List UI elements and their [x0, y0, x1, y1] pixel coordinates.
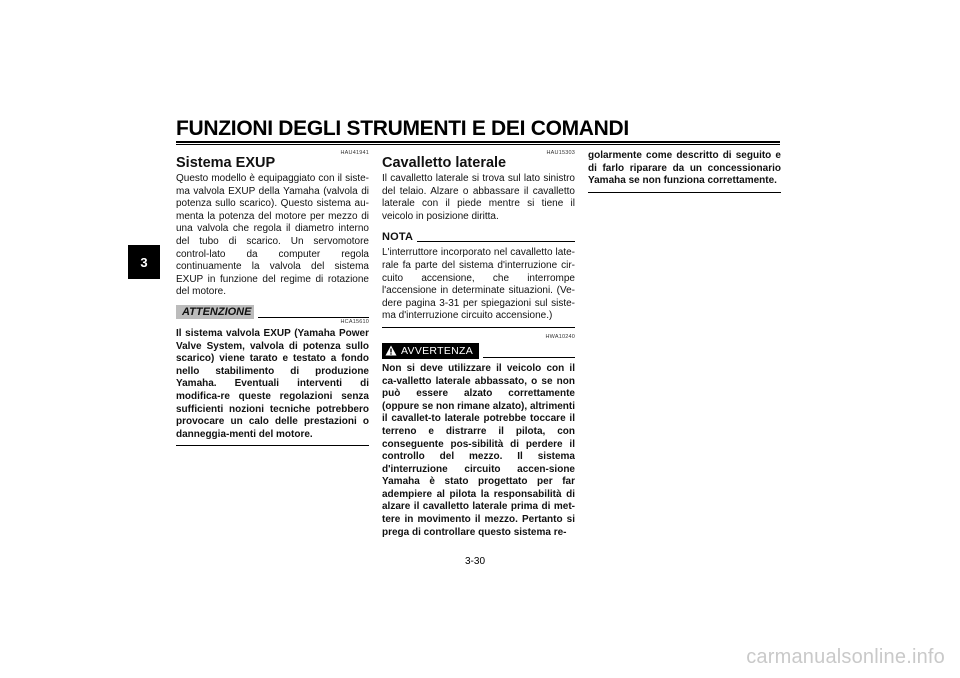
- warning-end-rule: [588, 192, 781, 193]
- section-title-sidestand: Cavalletto laterale: [382, 155, 507, 171]
- page-header-title: FUNZIONI DEGLI STRUMENTI E DEI COMANDI: [176, 117, 629, 140]
- chapter-tab: 3: [128, 245, 160, 279]
- note-text: L'interruttore incorporato nel cavalletto late-rale fa parte del sistema d'interruzione cir-cuito accensione, che interrompe l'accensione in determinate situazioni. (Ve-dere pagina 3-31 per spiegazioni sul siste-ma d'interruzione circuito accensione.): [382, 247, 575, 322]
- note-end-rule: [382, 327, 575, 328]
- section-code: HAU15303: [546, 150, 575, 156]
- section-code: HAU41941: [340, 150, 369, 156]
- note-header: [382, 231, 575, 243]
- page-number: 3-30: [465, 556, 486, 567]
- column-warning-continued: [588, 150, 781, 193]
- exup-body: Questo modello è equipaggiato con il siste-ma valvola EXUP della Yamaha (valvola di potenza sullo scarico). Questo sistema au-menta la potenza del motore per mezzo di una valvola che regola il diametro interno del tubo di scarico. Un servomotore control-lato da computer regola continuamente la valvola del sistema EXUP in funzione del regime di rotazione del motore.: [176, 173, 369, 298]
- header-rule: [176, 141, 780, 145]
- section-title-exup: Sistema EXUP: [176, 155, 276, 171]
- caution-header: [176, 305, 369, 319]
- sidestand-body: Il cavalletto laterale si trova sul lato sinistro del telaio. Alzare o abbassare il cavalletto laterale con il piede mentre si tiene il veicolo in posizione diritta.: [382, 173, 575, 222]
- warning-rule: [483, 357, 575, 358]
- warning-code: HWA10240: [545, 333, 575, 340]
- warning-triangle-icon: [385, 345, 397, 356]
- warning-text-continued: golarmente come descritto di seguito e di farlo riparare da un concessionario Yamaha se non funziona correttamente.: [588, 150, 781, 187]
- column-sidestand: [382, 150, 575, 539]
- note-rule: [417, 241, 575, 242]
- column-exup: [176, 150, 369, 446]
- caution-label: ATTENZIONE: [176, 305, 254, 319]
- note-label: NOTA: [382, 231, 414, 244]
- warning-badge: [382, 343, 479, 359]
- caution-code: HCA15610: [340, 318, 369, 325]
- watermark: carmanualsonline.info: [746, 646, 945, 668]
- caution-end-rule: [176, 445, 369, 446]
- warning-label: AVVERTENZA: [401, 344, 474, 357]
- warning-text: Non si deve utilizzare il veicolo con il ca-valletto laterale abbassato, o se non può essere alzato correttamente (oppure se non rimane alzato), altrimenti il cavallet-to laterale potrebbe toccare il terreno e distrarre il pilota, con conseguente pos-sibilità di perdere il controllo del mezzo. Il sistema d'interruzione circuito accen-sione Yamaha è stato progettato per far adempiere al pilota la responsabilità di alzare il cavalletto laterale prima di met-tere in movimento il mezzo. Pertanto si prega di controllare questo sistema re-: [382, 362, 575, 538]
- caution-rule: [258, 317, 369, 318]
- caution-text: Il sistema valvola EXUP (Yamaha Power Valve System, valvola di potenza sullo scarico) viene tarato e testato a fondo nello stabilimento di produzione Yamaha. Eventuali interventi di modifica-re queste regolazioni senza sufficienti nozioni tecniche potrebbero provocare un calo delle prestazioni o danneggia-menti del motore.: [176, 327, 369, 440]
- warning-header: [382, 343, 575, 359]
